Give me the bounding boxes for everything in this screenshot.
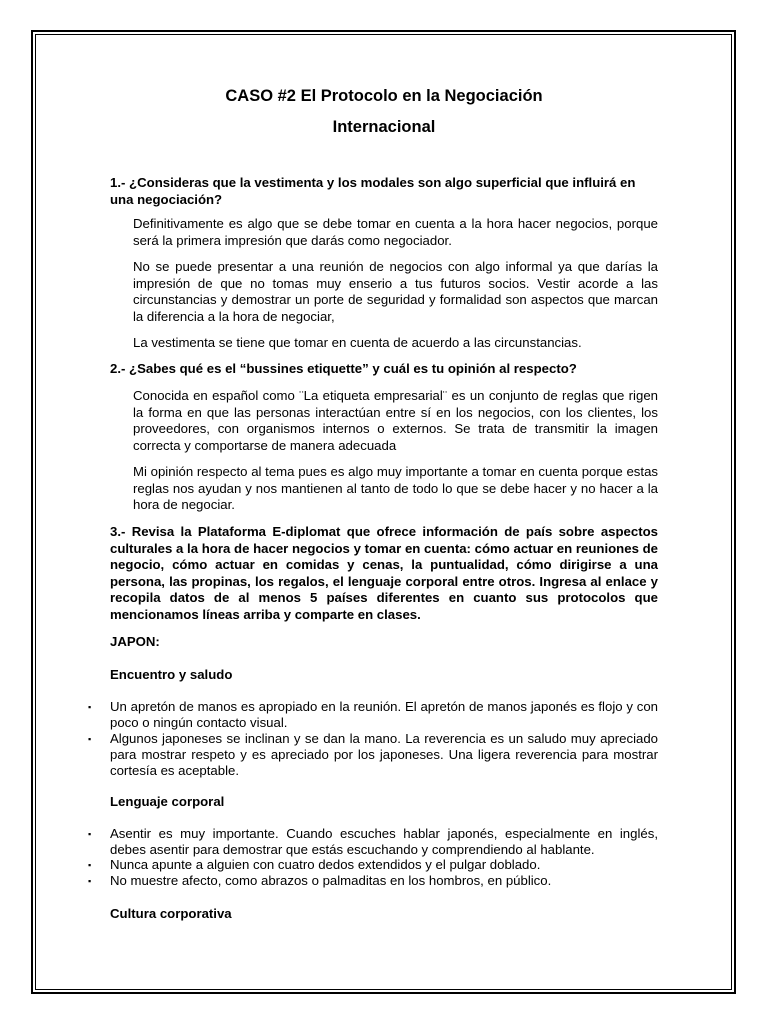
answer-1-paragraph-1: Definitivamente es algo que se debe tomar en cuenta a la hora hacer negocios, porque será la primera impresión que darás como negociador. — [133, 216, 658, 248]
bullet-icon: ▪ — [88, 876, 92, 886]
bullet-icon: ▪ — [88, 829, 92, 839]
bullet-icon: ▪ — [88, 860, 92, 870]
answer-1-paragraph-3: La vestimenta se tiene que tomar en cuenta de acuerdo a las circunstancias. — [133, 335, 582, 350]
bullet-icon: ▪ — [88, 734, 92, 744]
question-1: 1.- ¿Consideras que la vestimenta y los modales son algo superficial que influirá en una negociación? — [110, 175, 636, 207]
list-item-text: Nunca apunte a alguien con cuatro dedos extendidos y el pulgar doblado. — [110, 857, 541, 872]
answer-2-paragraph-2: Mi opinión respecto al tema pues es algo muy importante a tomar en cuenta porque estas reglas nos ayudan y nos mantienen al tanto de todo lo que se debe hacer y no hacer a la hora de negociar. — [133, 464, 658, 512]
question-3: 3.- Revisa la Plataforma E-diplomat que ofrece información de país sobre aspectos culturales a la hora de hacer negocios y tomar en cuenta: cómo actuar en reuniones de negocio, cómo actuar en comidas y cenas, la puntualidad, cómo dirigirse a una persona, las propinas, los regalos, el lenguaje corporal entre otros. Ingresa al enlace y recopila datos de al menos 5 países diferentes en cuanto sus protocolos que mencionamos líneas arriba y comparte en clases. — [110, 524, 658, 622]
answer-2-paragraph-1: Conocida en español como ¨La etiqueta empresarial¨ es un conjunto de reglas que rigen la forma en que las personas interactúan entre sí en los negocios, con los clientes, los proveedores, con organismos internos o externos. Se trata de transmitir la imagen correcta y comportarse de manera adecuada — [133, 388, 658, 453]
question-2: 2.- ¿Sabes qué es el “bussines etiquette” y cuál es tu opinión al respecto? — [110, 361, 577, 376]
list-item-text: Asentir es muy importante. Cuando escuches hablar japonés, especialmente en inglés, debes asentir para demostrar que estás escuchando y comprendiendo al hablante. — [110, 826, 658, 857]
list-item-text: Algunos japoneses se inclinan y se dan la mano. La reverencia es un saludo muy apreciado para mostrar respeto y es apreciado por los japoneses. Una ligera reverencia para mostrar cortesía es aceptable. — [110, 731, 658, 778]
country-heading: JAPON: — [110, 634, 160, 649]
document-title-line-2: Internacional — [332, 118, 436, 136]
list-item-text: No muestre afecto, como abrazos o palmaditas en los hombros, en público. — [110, 873, 552, 888]
answer-1-paragraph-2: No se puede presentar a una reunión de negocios con algo informal ya que darías la impresión de que no tomas muy enserio a tus futuros socios. Vestir acorde a las circunstancias y demostrar un porte de seguridad y formalidad son aspectos que marcan la diferencia a la hora de negociar, — [133, 259, 658, 324]
section-heading-body-language: Lenguaje corporal — [110, 794, 225, 809]
document-title-line-1: CASO #2 El Protocolo en la Negociación — [225, 87, 543, 105]
bullet-icon: ▪ — [88, 702, 92, 712]
section-heading-corporate-culture: Cultura corporativa — [110, 906, 232, 921]
list-item-text: Un apretón de manos es apropiado en la reunión. El apretón de manos japonés es flojo y con poco o ningún contacto visual. — [110, 699, 658, 730]
section-heading-greeting: Encuentro y saludo — [110, 667, 233, 682]
